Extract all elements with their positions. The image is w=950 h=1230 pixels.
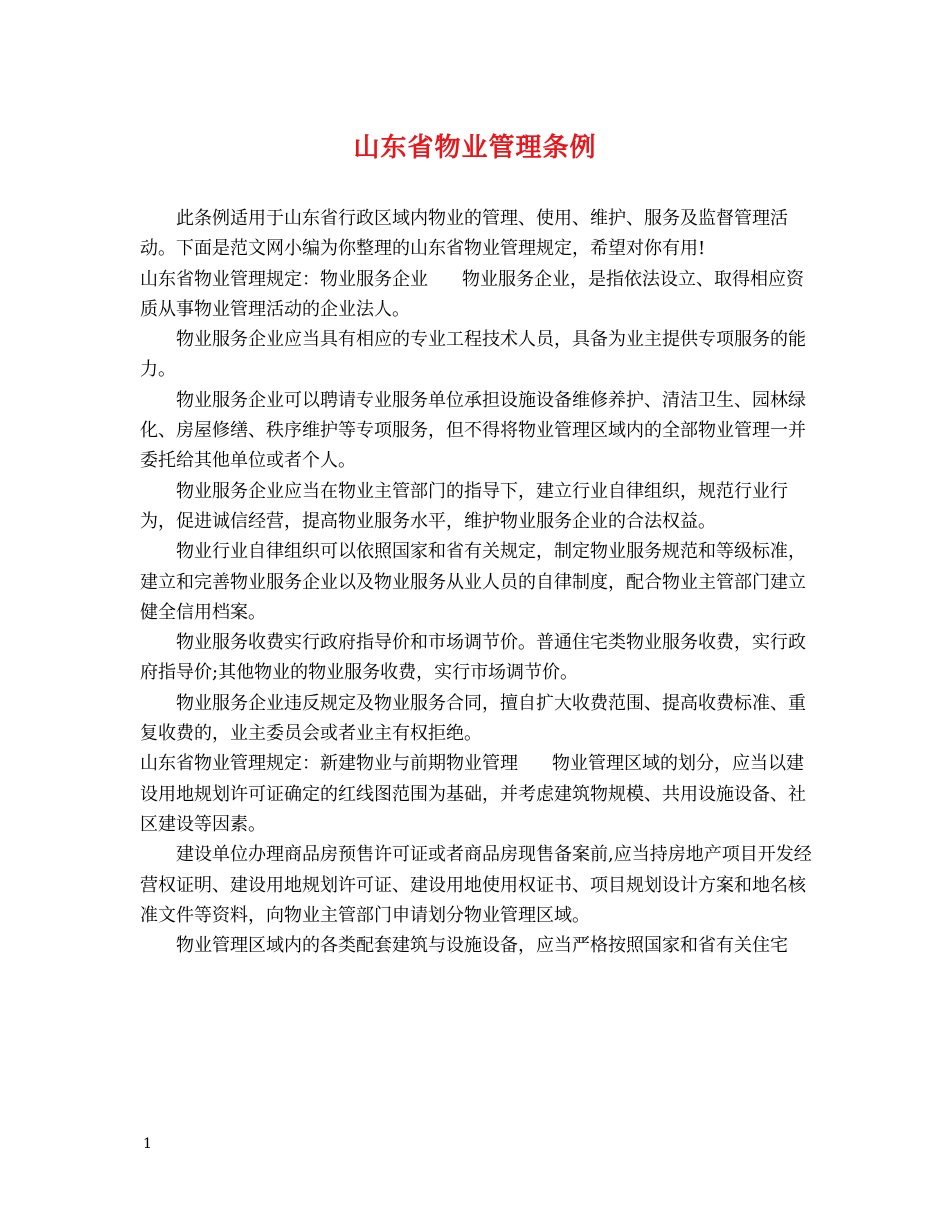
page-number: 1: [143, 1136, 152, 1152]
paragraph-fee-violations: 物业服务企业违反规定及物业服务合同，擅自扩大收费范围、提高收费标准、重复收费的，业主委员会或者业主有权拒绝。: [140, 692, 806, 745]
document-title: 山东省物业管理条例: [353, 133, 597, 163]
section-new-property: [140, 749, 820, 840]
document-body: [140, 204, 820, 961]
section-heading-new-property: 山东省物业管理规定：新建物业与前期物业管理: [140, 753, 518, 775]
section-enterprise: [140, 265, 820, 326]
paragraph-self-discipline-org: 物业服务企业应当在物业主管部门的指导下，建立行业自律组织，规范行业行为，促进诚信经营，提高物业服务水平，维护物业服务企业的合法权益。: [140, 480, 788, 532]
paragraph-professional-staff: 物业服务企业应当具有相应的专业工程技术人员，具备为业主提供专项服务的能力。: [140, 329, 806, 381]
paragraph-fees: 物业服务收费实行政府指导价和市场调节价。普通住宅类物业服务收费，实行政府指导价;其他物业的物业服务收费，实行市场调节价。: [140, 632, 806, 684]
paragraph-standards: 物业行业自律组织可以依照国家和省有关规定，制定物业服务规范和等级标准，建立和完善物业服务企业以及物业服务从业人员的自律制度，配合物业主管部门建立健全信用档案。: [140, 541, 806, 623]
paragraph-presale-application: 建设单位办理商品房预售许可证或者商品房现售备案前,应当持房地产项目开发经营权证明、建设用地规划许可证、建设用地使用权证书、项目规划设计方案和地名核准文件等资料，向物业主管部门申请划分物业管理区域。: [140, 844, 812, 926]
paragraph-special-services: 物业服务企业可以聘请专业服务单位承担设施设备维修养护、清洁卫生、园林绿化、房屋修缮、秩序维护等专项服务，但不得将物业管理区域内的全部物业管理一并委托给其他单位或者个人。: [140, 389, 806, 472]
section-text-enterprise: 物业服务企业，是指依法设立、取得相应资质从事物业管理活动的企业法人。: [140, 268, 804, 320]
section-text-new-property: 物业管理区域的划分，应当以建设用地规划许可证确定的红线图范围为基础，并考虑建筑物规模、共用设施设备、社区建设等因素。: [140, 753, 806, 835]
paragraph-facilities: 物业管理区域内的各类配套建筑与设施设备，应当严格按照国家和省有关住宅: [176, 935, 788, 957]
paragraph-intro: 此条例适用于山东省行政区域内物业的管理、使用、维护、服务及监督管理活动。下面是范文网小编为你整理的山东省物业管理规定，希望对你有用!: [140, 208, 788, 260]
section-heading-enterprise: 山东省物业管理规定：物业服务企业: [140, 268, 428, 290]
